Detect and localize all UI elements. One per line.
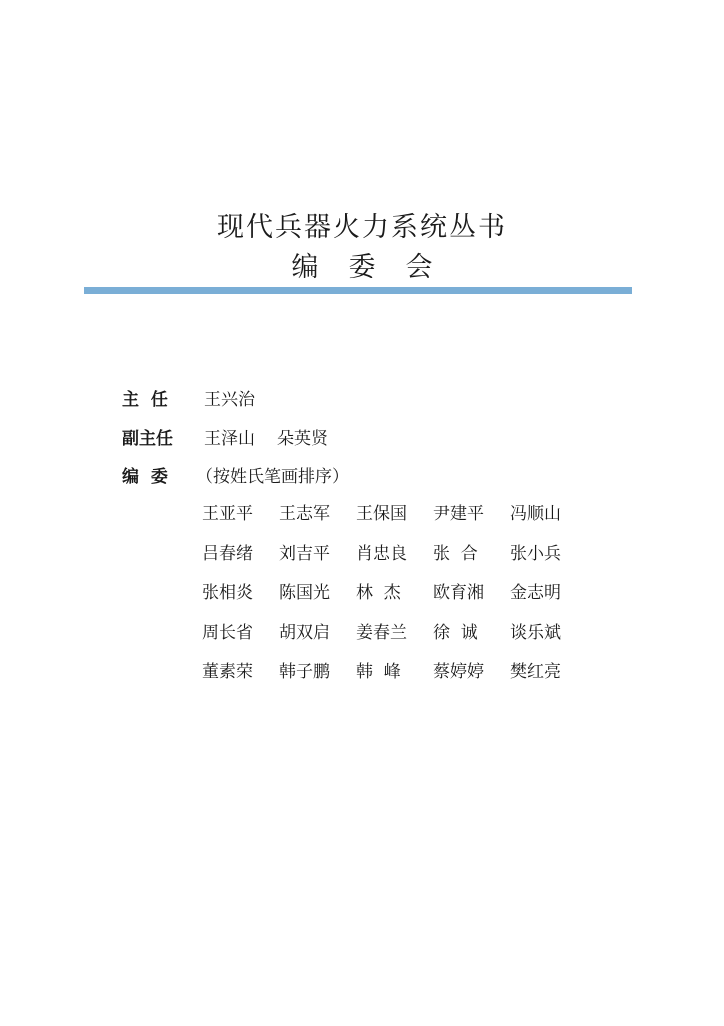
series-title: 现代兵器火力系统丛书 — [217, 212, 507, 243]
member-name: 肖忠良 — [356, 543, 407, 564]
member-name: 姜春兰 — [356, 622, 407, 643]
member-name: 陈国光 — [279, 583, 330, 603]
member-name: 韩 峰 — [356, 662, 401, 682]
director-names — [204, 388, 255, 412]
member-name: 周长省 — [202, 622, 253, 643]
member-name: 王亚平 — [202, 504, 253, 524]
deputy-director-names — [204, 427, 328, 451]
member-name: 张 合 — [433, 543, 478, 564]
divider — [84, 287, 632, 294]
member-name: 谈乐斌 — [510, 622, 561, 643]
members-label: 编 委 — [122, 467, 168, 487]
member-name: 刘吉平 — [279, 543, 330, 564]
member-name: 张小兵 — [510, 543, 561, 564]
member-name: 韩子鹏 — [279, 662, 330, 682]
member-name: 董素荣 — [202, 662, 253, 682]
member-name: 金志明 — [510, 583, 561, 603]
member-name: 欧育湘 — [433, 583, 484, 603]
member-name: 冯顺山 — [510, 504, 561, 524]
members-grid — [202, 502, 587, 700]
member-name: 胡双启 — [279, 622, 330, 643]
deputy-director-name: 朵英贤 — [277, 429, 328, 449]
member-name: 张相炎 — [202, 583, 253, 603]
committee-title: 编委会 — [291, 252, 463, 283]
member-name: 蔡婷婷 — [433, 662, 484, 682]
member-name: 徐 诚 — [433, 622, 478, 643]
member-name: 尹建平 — [433, 504, 484, 524]
director-name: 王兴治 — [204, 390, 255, 410]
deputy-director-label: 副主任 — [122, 429, 173, 449]
member-name: 林 杰 — [356, 583, 401, 603]
director-label: 主 任 — [122, 390, 168, 410]
member-name: 吕春绪 — [202, 543, 253, 564]
members-note: （按姓氏笔画排序） — [196, 467, 349, 487]
member-name: 王保国 — [356, 504, 407, 524]
deputy-director-name: 王泽山 — [204, 429, 255, 449]
member-name: 王志军 — [279, 504, 330, 524]
member-name: 樊红亮 — [510, 662, 561, 682]
